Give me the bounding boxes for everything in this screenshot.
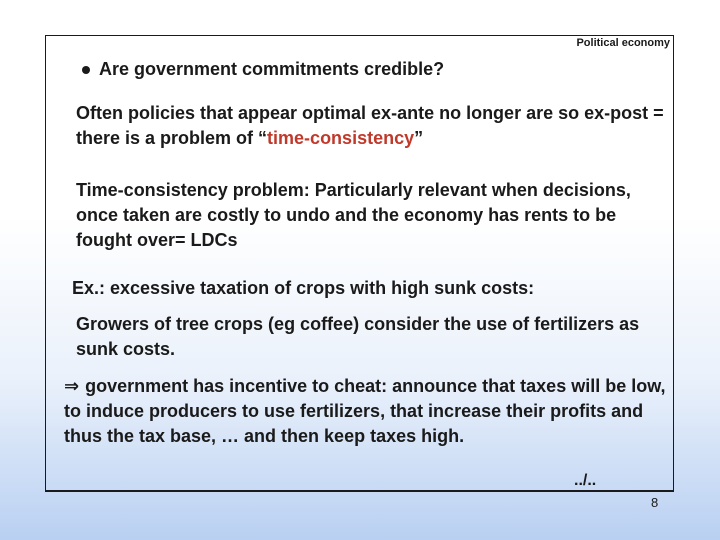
implies-arrow-icon: ⇒: [64, 376, 80, 396]
page-number: 8: [651, 495, 659, 510]
paragraph-problem: Time-consistency problem: Particularly relevant when decisions, once taken are costly to undo and the economy has rents to be fought over= LDCs: [76, 180, 631, 250]
para1-highlight: time-consistency: [267, 128, 415, 148]
bullet-icon: [82, 66, 90, 74]
header-label: Political economy: [576, 37, 670, 49]
paragraph-consequence: [64, 374, 684, 449]
paragraph-growers: Growers of tree crops (eg coffee) consider the use of fertilizers as sunk costs.: [76, 314, 640, 359]
para5-text: government has incentive to cheat: announce that taxes will be low, to induce producers to use fertilizers, that increase their profits and thus the tax base, … and then keep taxes high.: [64, 376, 666, 446]
bullet-text: Are government commitments credible?: [99, 59, 445, 79]
bullet-question: [82, 57, 444, 82]
para1-close-quote: ”: [414, 128, 424, 148]
paragraph-example: Ex.: excessive taxation of crops with high sunk costs:: [72, 278, 535, 298]
para1-text: Often policies that appear optimal ex-ante no longer are so ex-post = there is a problem of “: [76, 103, 664, 148]
paragraph-time-consistency: [76, 101, 676, 151]
continuation-mark: ../..: [574, 472, 597, 489]
